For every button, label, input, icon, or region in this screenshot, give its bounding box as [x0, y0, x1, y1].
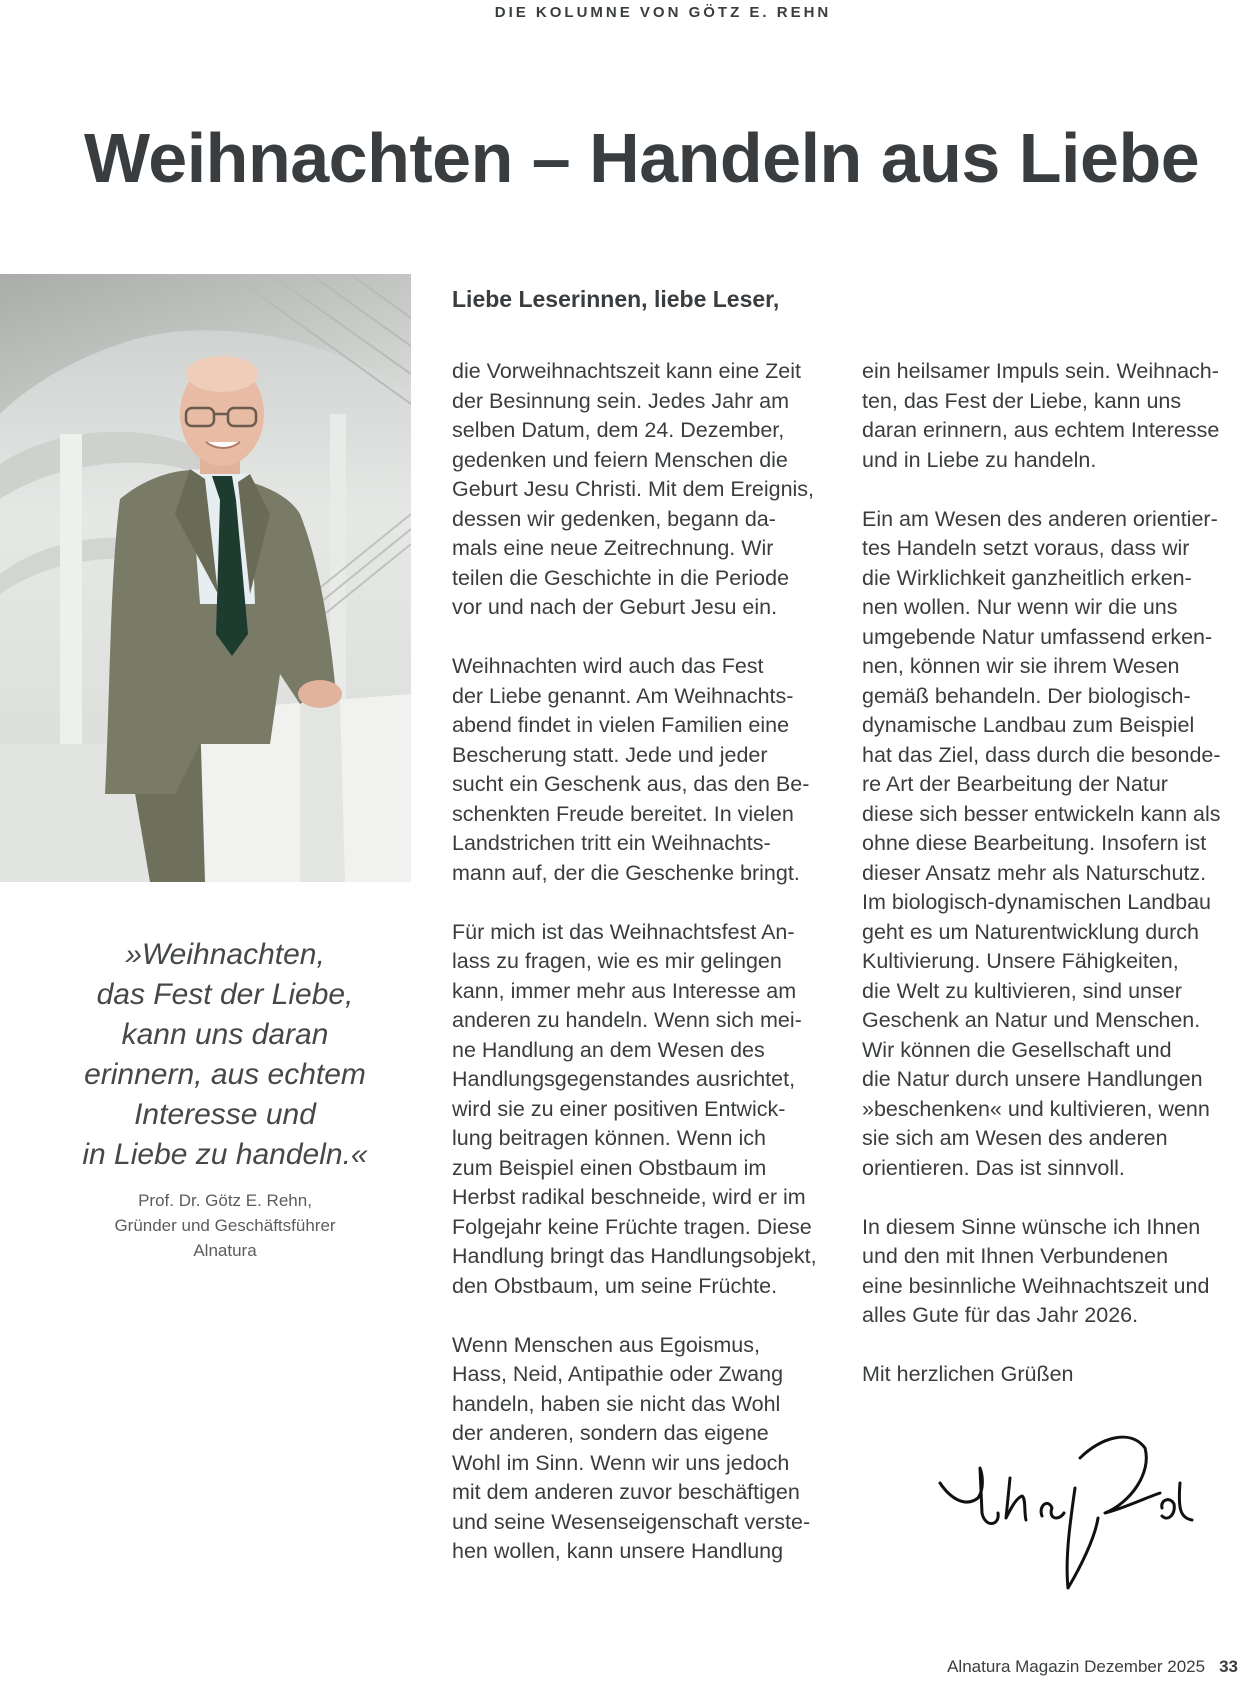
body-text-line: anderen zu handeln. Wenn sich mei- [452, 1008, 802, 1032]
body-text-line: dessen wir gedenken, begann da- [452, 506, 776, 531]
attribution-line: Alnatura [193, 1241, 257, 1260]
body-text-line: schenkten Freude bereitet. In vielen [452, 801, 794, 826]
body-text-line: Hass, Neid, Antipathie oder Zwang [452, 1362, 784, 1386]
body-text-line: Herbst radikal beschneide, wird er im [452, 1185, 806, 1209]
attribution-line: Gründer und Geschäftsführer [114, 1216, 336, 1235]
body-text-line: der Besinnung sein. Jedes Jahr am [452, 388, 790, 413]
body-text-line: Wohl im Sinn. Wenn wir uns jedoch [452, 1450, 790, 1475]
body-text-line: und seine Wesenseigenschaft verste- [452, 1509, 811, 1534]
body-text-line: den Obstbaum, um seine Früchte. [452, 1273, 778, 1298]
article-title: Weihnachten – Handeln aus Liebe [84, 119, 1200, 197]
body-text-line: selben Datum, dem 24. Dezember, [452, 418, 785, 442]
body-text-line: die Welt zu kultivieren, sind unser [862, 978, 1182, 1003]
body-text-line: daran erinnern, aus echtem Interesse [862, 418, 1220, 442]
body-text-line: Geburt Jesu Christi. Mit dem Ereignis, [452, 477, 815, 501]
body-text-line: kann, immer mehr aus Interesse am [452, 978, 797, 1003]
body-text-line: der anderen, sondern das eigene [452, 1421, 769, 1445]
body-text-line: diese sich besser entwickeln kann als [862, 801, 1221, 826]
body-text-line: geht es um Naturentwicklung durch [862, 919, 1200, 944]
body-text-line: sucht ein Geschenk aus, das den Be- [452, 772, 810, 796]
body-text-line: dieser Ansatz mehr als Naturschutz. [862, 860, 1207, 885]
body-text-line: mit dem anderen zuvor beschäftigen [452, 1480, 800, 1504]
body-text-line: lass zu fragen, wie es mir gelingen [452, 949, 782, 973]
body-text-line: teilen die Geschichte in die Periode [452, 565, 790, 590]
body-text-line: dynamische Landbau zum Beispiel [862, 713, 1195, 737]
body-text-line: Ein am Wesen des anderen orientier- [862, 506, 1218, 531]
body-text-line: tes Handeln setzt voraus, dass wir [862, 536, 1190, 560]
body-text-line: wird sie zu einer positiven Entwick- [452, 1096, 786, 1121]
body-text-line: ein heilsamer Impuls sein. Weihnach- [862, 359, 1219, 383]
body-text-line: zum Beispiel einen Obstbaum im [452, 1155, 767, 1180]
body-text-line: Weihnachten wird auch das Fest [452, 654, 764, 678]
body-text-line: ten, das Fest der Liebe, kann uns [862, 388, 1182, 413]
body-text-line: orientieren. Das ist sinnvoll. [862, 1155, 1125, 1180]
body-text-line: Wenn Menschen aus Egoismus, [452, 1332, 760, 1357]
body-text-line: die Wirklichkeit ganzheitlich erken- [862, 565, 1192, 590]
body-column-1 [452, 357, 847, 1567]
body-text-line: Handlung bringt das Handlungsobjekt, [452, 1244, 817, 1268]
body-text-line: mann auf, der die Geschenke bringt. [452, 860, 800, 885]
body-text-line: In diesem Sinne wünsche ich Ihnen [862, 1214, 1201, 1239]
page-footer [947, 1657, 1238, 1677]
pull-quote-line: in Liebe zu handeln.« [82, 1138, 368, 1171]
body-column-2 [862, 357, 1250, 1390]
body-text-line: die Vorweihnachtszeit kann eine Zeit [452, 359, 801, 383]
body-text-line: ne Handlung an dem Wesen des [452, 1037, 765, 1062]
body-text-line: Für mich ist das Weihnachtsfest An- [452, 919, 795, 944]
body-text-line: Bescherung statt. Jede und jeder [452, 742, 768, 767]
body-text-line: ohne diese Bearbeitung. Insofern ist [862, 831, 1207, 855]
body-text-line: nen, können wir sie ihrem Wesen [862, 654, 1180, 678]
body-text-line: eine besinnliche Weihnachtszeit und [862, 1273, 1210, 1298]
column-kicker: DIE KOLUMNE VON GÖTZ E. REHN [494, 4, 832, 21]
signature [930, 1418, 1220, 1598]
body-text-line: Kultivierung. Unsere Fähigkeiten, [862, 949, 1179, 973]
paragraph-gap [452, 623, 847, 653]
body-text-line: Folgejahr keine Früchte tragen. Diese [452, 1214, 812, 1239]
paragraph-gap [452, 1301, 847, 1331]
publication-name: Alnatura Magazin Dezember 2025 [947, 1657, 1206, 1676]
body-text-line: gemäß behandeln. Der biologisch- [862, 683, 1191, 708]
body-text-line: gedenken und feiern Menschen die [452, 447, 788, 472]
body-text-line: vor und nach der Geburt Jesu ein. [452, 595, 778, 619]
paragraph-gap [452, 888, 847, 918]
body-text-line: der Liebe genannt. Am Weihnachts- [452, 683, 794, 708]
body-text-line: nen wollen. Nur wenn wir die uns [862, 595, 1178, 619]
page-number: 33 [1219, 1657, 1238, 1676]
body-text-line: »beschenken« und kultivieren, wenn [862, 1096, 1210, 1121]
body-text-line: mals eine neue Zeitrechnung. Wir [452, 536, 774, 560]
body-text-line: lung beitragen können. Wenn ich [452, 1126, 766, 1150]
paragraph-gap [862, 475, 1250, 505]
body-text-line: umgebende Natur umfassend erken- [862, 624, 1213, 649]
body-text-line: handeln, haben sie nicht das Wohl [452, 1391, 781, 1416]
body-text-line: abend findet in vielen Familien eine [452, 713, 790, 737]
paragraph-gap [862, 1183, 1250, 1213]
pull-quote-line: Interesse und [134, 1098, 316, 1131]
quote-attribution [40, 1188, 410, 1263]
body-text-line: alles Gute für das Jahr 2026. [862, 1303, 1139, 1327]
body-text-line: hen wollen, kann unsere Handlung [452, 1539, 784, 1563]
body-text-line: hat das Ziel, dass durch die besonde- [862, 742, 1221, 767]
body-text-line: und den mit Ihnen Verbundenen [862, 1244, 1169, 1268]
body-text-line: Landstrichen tritt ein Weihnachts- [452, 831, 771, 855]
pull-quote [40, 935, 410, 1175]
body-text-line: Mit herzlichen Grüßen [862, 1362, 1074, 1386]
pull-quote-line: kann uns daran [121, 1018, 329, 1051]
body-text-line: die Natur durch unsere Handlungen [862, 1067, 1203, 1091]
body-text-line: und in Liebe zu handeln. [862, 447, 1097, 472]
pull-quote-line: »Weihnachten, [125, 938, 325, 971]
attribution-line: Prof. Dr. Götz E. Rehn, [138, 1191, 312, 1210]
body-text-line: Wir können die Gesellschaft und [862, 1037, 1172, 1062]
paragraph-gap [862, 1331, 1250, 1361]
portrait-photo [0, 274, 411, 882]
body-text-line: re Art der Bearbeitung der Natur [862, 772, 1168, 796]
body-text-line: sie sich am Wesen des anderen [862, 1126, 1168, 1150]
pull-quote-line: erinnern, aus echtem [84, 1058, 366, 1091]
body-text-line: Geschenk an Natur und Menschen. [862, 1008, 1201, 1032]
salutation: Liebe Leserinnen, liebe Leser, [452, 286, 780, 312]
body-text-line: Handlungsgegenstandes ausrichtet, [452, 1067, 796, 1091]
pull-quote-line: das Fest der Liebe, [96, 978, 354, 1011]
body-text-line: Im biologisch-dynamischen Landbau [862, 890, 1211, 914]
